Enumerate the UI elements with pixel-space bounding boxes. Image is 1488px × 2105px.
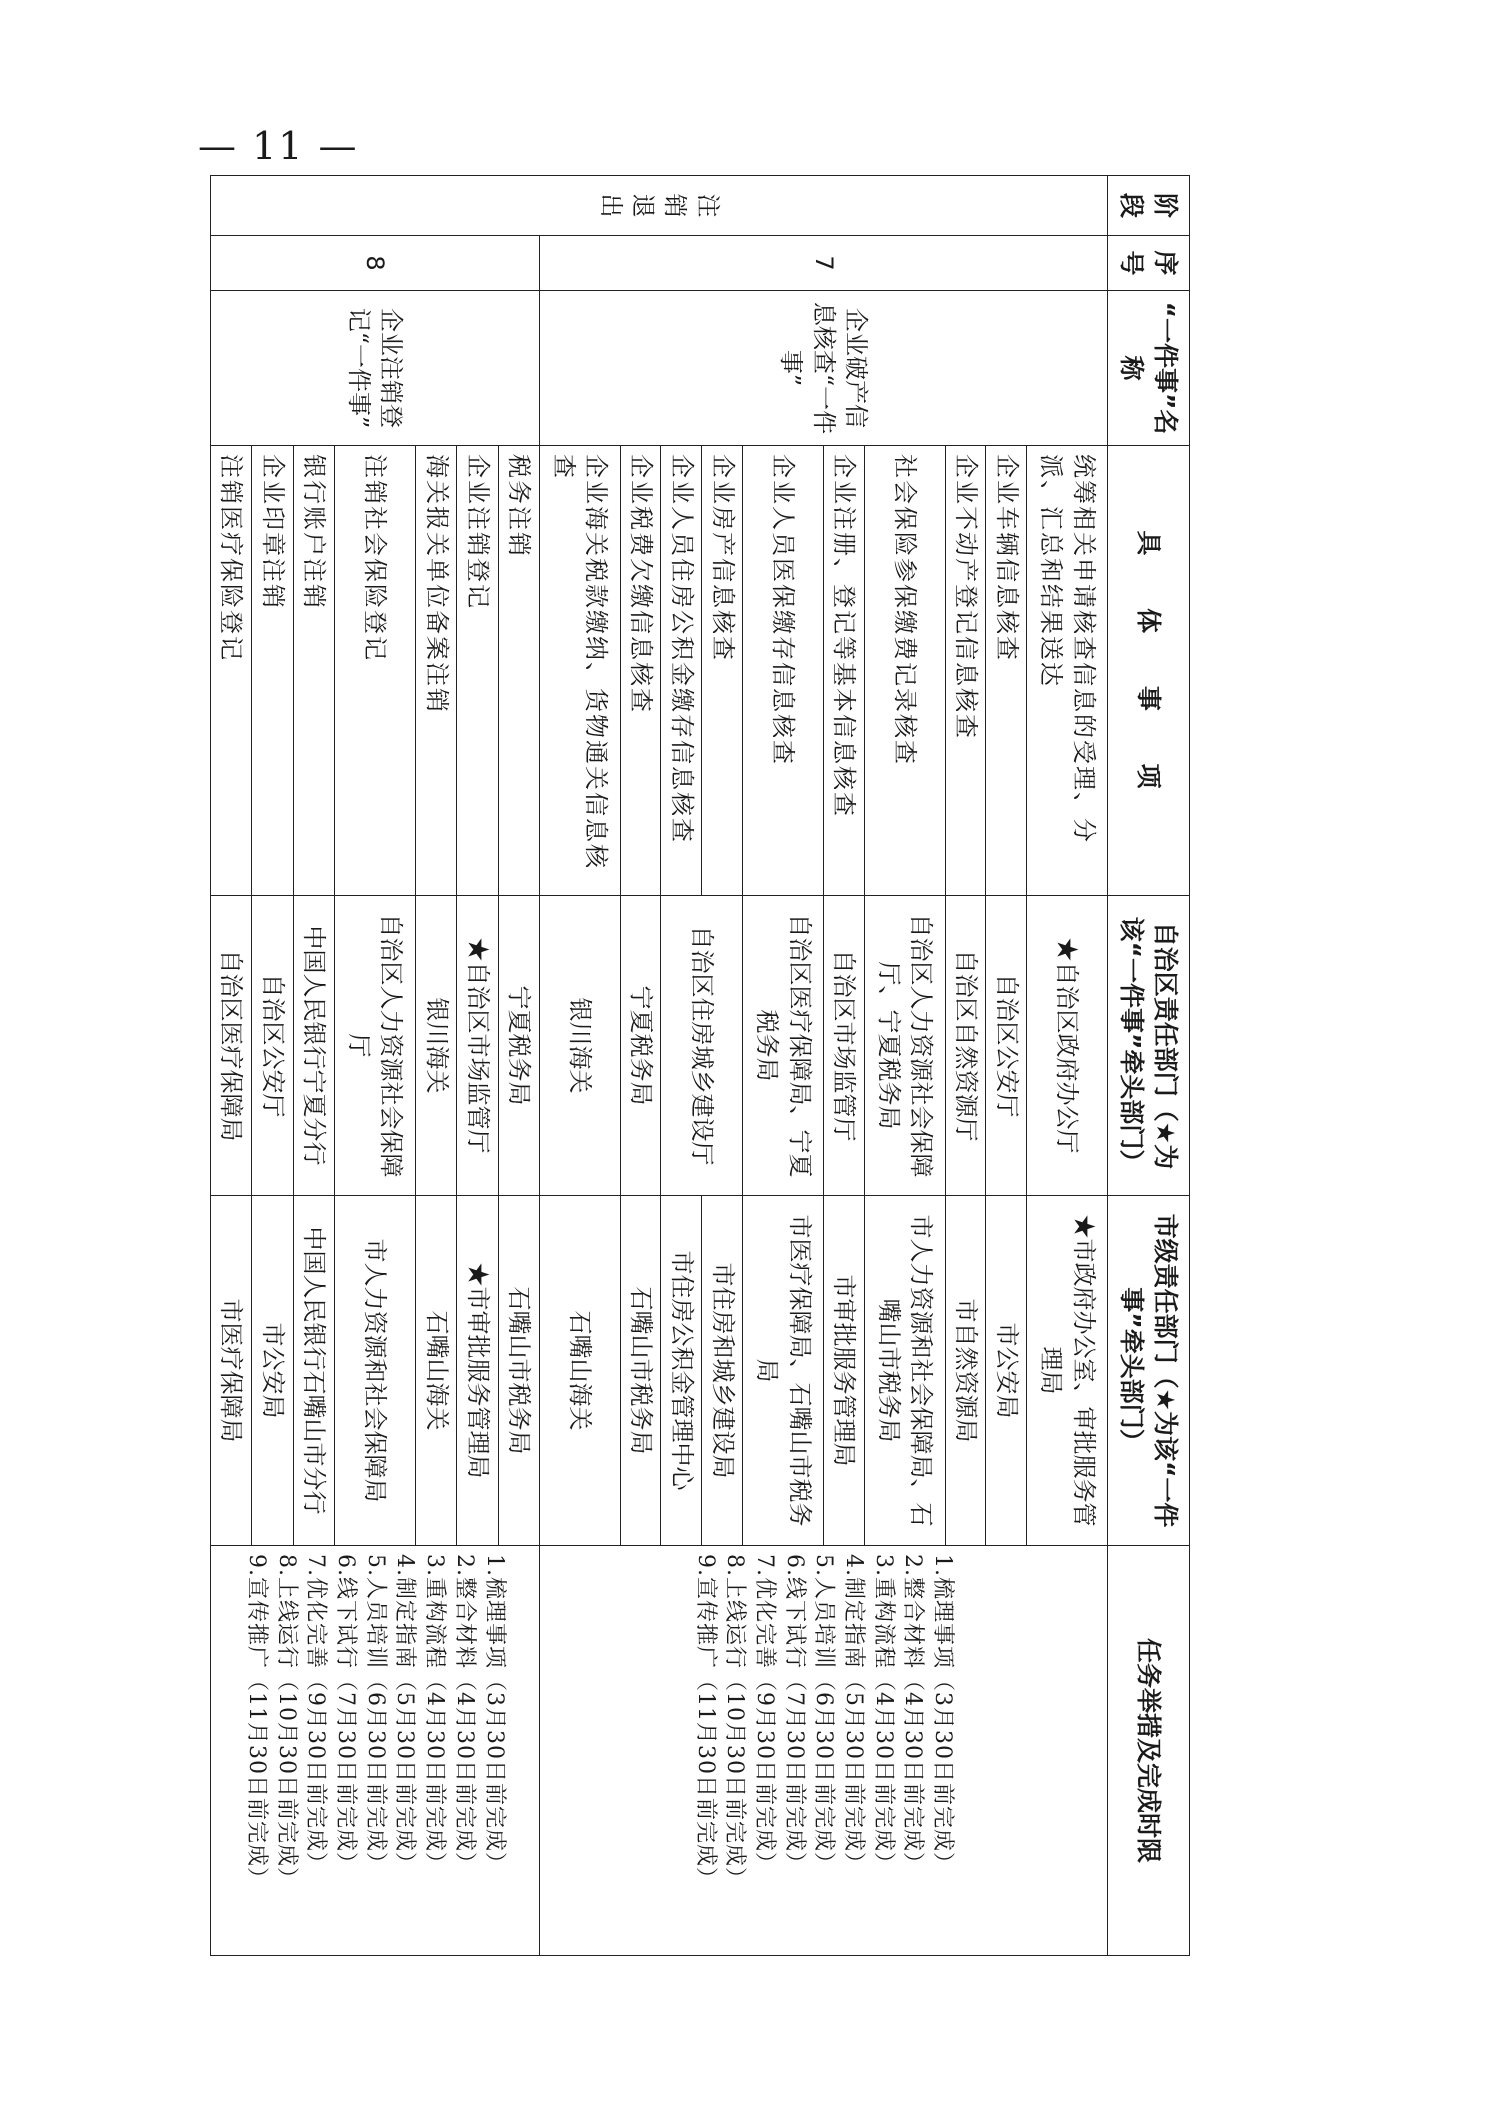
header-item: 具 体 事 项 [1108,446,1190,896]
item-cell: 企业人员住房公积金缴存信息核查 [661,446,702,896]
city-dept-cell: 市人力资源和社会保障局、石嘴山市税务局 [864,1196,945,1546]
city-dept-cell: 石嘴山市税务局 [620,1196,661,1546]
city-dept-cell: 市公安局 [252,1196,293,1546]
item-cell: 注销社会保险登记 [334,446,415,896]
city-dept-cell: 市人力资源和社会保障局 [334,1196,415,1546]
header-name: “一件事”名称 [1108,291,1190,446]
item-cell: 社会保险参保缴费记录核查 [864,446,945,896]
region-dept-cell: 自治区医疗保障局、宁夏税务局 [743,896,824,1196]
task-line: 7.优化完善（9月30日前完成） [751,1554,777,1875]
page-number: — 11 — [198,124,359,168]
region-dept-cell: 自治区公安厅 [986,896,1027,1196]
table-row [498,176,539,1956]
task-line: 1.梳理事项（3月30日前完成） [930,1554,956,1875]
group-name: 企业破产信息核查“一件事” [539,291,1107,446]
task-line: 9.宣传推广（11月30日前完成） [692,1554,718,1890]
item-cell: 企业注册、登记等基本信息核查 [823,446,864,896]
item-cell: 注销医疗保险登记 [211,446,252,896]
item-cell: 海关报关单位备案注销 [416,446,457,896]
region-dept-cell: 自治区公安厅 [252,896,293,1196]
region-dept-cell: 自治区住房城乡建设厅 [661,896,743,1196]
task-line: 5.人员培训（6月30日前完成） [811,1554,837,1875]
task-line: 5.人员培训（6月30日前完成） [362,1554,388,1875]
item-cell: 企业印章注销 [252,446,293,896]
city-dept-cell: 市公安局 [986,1196,1027,1546]
tasks-cell [211,1546,540,1956]
item-cell: 企业税费欠缴信息核查 [620,446,661,896]
header-city-dept: 市级责任部门（★为该“一件事”牵头部门） [1108,1196,1190,1546]
city-dept-cell: 市医疗保障局、石嘴山市税务局 [743,1196,824,1546]
city-dept-cell: 市自然资源局 [945,1196,986,1546]
item-cell: 企业海关税款缴纳、货物通关信息核查 [539,446,620,896]
region-dept-cell: ★自治区政府办公厅 [1027,896,1108,1196]
stage-cell: 注销退出 [211,176,1108,236]
task-line: 8.上线运行（10月30日前完成） [273,1554,299,1890]
region-dept-cell: 自治区医疗保障局 [211,896,252,1196]
header-region-dept: 自治区责任部门（★为该“一件事”牵头部门） [1108,896,1190,1196]
tasks-cell [539,1546,1107,1956]
city-dept-cell: 市医疗保障局 [211,1196,252,1546]
item-cell: 银行账户注销 [293,446,334,896]
city-dept-cell: ★市政府办公室、审批服务管理局 [1027,1196,1108,1546]
region-dept-cell: 银川海关 [416,896,457,1196]
header-no: 序号 [1108,236,1190,291]
city-dept-cell: 石嘴山海关 [416,1196,457,1546]
region-dept-cell: ★自治区市场监管厅 [457,896,498,1196]
header-stage: 阶段 [1108,176,1190,236]
task-line: 2.整合材料（4月30日前完成） [900,1554,926,1875]
header-row [1108,176,1190,1956]
item-cell: 税务注销 [498,446,539,896]
item-cell: 企业车辆信息核查 [986,446,1027,896]
task-table [210,175,1190,1956]
task-line: 8.上线运行（10月30日前完成） [722,1554,748,1890]
city-dept-cell: 石嘴山海关 [539,1196,620,1546]
task-line: 2.整合材料（4月30日前完成） [451,1554,477,1875]
task-line: 4.制定指南（5月30日前完成） [392,1554,418,1875]
task-line: 4.制定指南（5月30日前完成） [840,1554,866,1875]
group-name: 企业注销登记“一件事” [211,291,540,446]
region-dept-cell: 中国人民银行宁夏分行 [293,896,334,1196]
region-dept-cell: 宁夏税务局 [620,896,661,1196]
task-line: 6.线下试行（7月30日前完成） [333,1554,359,1875]
city-dept-cell: 中国人民银行石嘴山市分行 [293,1196,334,1546]
group-no: 7 [539,236,1107,291]
task-line: 9.宣传推广（11月30日前完成） [244,1554,270,1890]
header-tasks: 任务举措及完成时限 [1108,1546,1190,1956]
item-cell: 企业不动产登记信息核查 [945,446,986,896]
task-table-rotated [210,175,1190,1955]
city-dept-cell: 市住房和城乡建设局 [702,1196,743,1546]
item-cell: 企业注销登记 [457,446,498,896]
item-cell: 企业房产信息核查 [702,446,743,896]
table-row [1027,176,1108,1956]
task-line: 6.线下试行（7月30日前完成） [781,1554,807,1875]
region-dept-cell: 自治区人力资源社会保障厅 [334,896,415,1196]
group-no: 8 [211,236,540,291]
item-cell: 企业人员医保缴存信息核查 [743,446,824,896]
city-dept-cell: 市住房公积金管理中心 [661,1196,702,1546]
task-line: 3.重构流程（4月30日前完成） [870,1554,896,1875]
task-line: 7.优化完善（9月30日前完成） [303,1554,329,1875]
region-dept-cell: 自治区自然资源厅 [945,896,986,1196]
city-dept-cell: 石嘴山市税务局 [498,1196,539,1546]
task-line: 3.重构流程（4月30日前完成） [422,1554,448,1875]
city-dept-cell: 市审批服务管理局 [823,1196,864,1546]
region-dept-cell: 自治区市场监管厅 [823,896,864,1196]
region-dept-cell: 自治区人力资源社会保障厅、宁夏税务局 [864,896,945,1196]
item-cell: 统筹相关申请核查信息的受理、分派、汇总和结果送达 [1027,446,1108,896]
task-line: 1.梳理事项（3月30日前完成） [481,1554,507,1875]
region-dept-cell: 银川海关 [539,896,620,1196]
city-dept-cell: ★市审批服务管理局 [457,1196,498,1546]
region-dept-cell: 宁夏税务局 [498,896,539,1196]
